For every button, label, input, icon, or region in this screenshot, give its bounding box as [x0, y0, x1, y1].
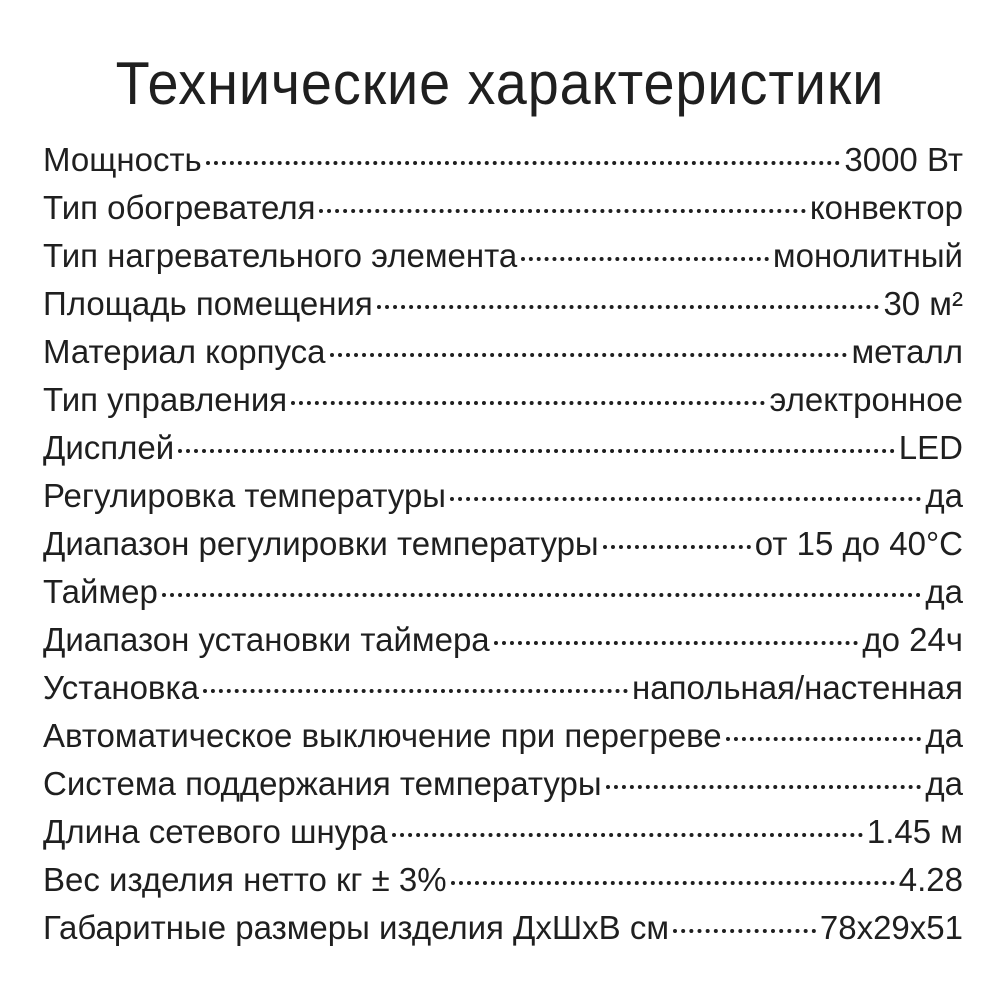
dot-leader	[451, 881, 895, 885]
dot-leader	[726, 737, 922, 741]
spec-value: от 15 до 40°С	[754, 525, 963, 562]
dot-leader	[377, 305, 880, 309]
spec-row	[43, 570, 963, 618]
spec-row	[43, 378, 963, 426]
dot-leader	[162, 593, 922, 597]
spec-row	[43, 474, 963, 522]
spec-value: конвектор	[809, 189, 963, 226]
spec-label: Длина сетевого шнура	[43, 813, 388, 850]
spec-label: Диапазон установки таймера	[43, 621, 490, 658]
spec-label: Установка	[43, 669, 199, 706]
spec-value: электронное	[769, 381, 963, 418]
dot-leader	[673, 929, 816, 933]
spec-row	[43, 858, 963, 906]
spec-label: Автоматическое выключение при перегреве	[43, 717, 722, 754]
dot-leader	[392, 833, 863, 837]
spec-value: да	[925, 573, 963, 610]
spec-label: Материал корпуса	[43, 333, 326, 370]
spec-value: 3000 Вт	[844, 141, 963, 178]
spec-value: до 24ч	[862, 621, 963, 658]
spec-label: Площадь помещения	[43, 285, 373, 322]
page-title: Технические характеристики	[115, 50, 885, 117]
spec-row	[43, 282, 963, 330]
spec-row	[43, 522, 963, 570]
spec-label: Тип обогревателя	[43, 189, 316, 226]
spec-row	[43, 330, 963, 378]
spec-label: Система поддержания температуры	[43, 765, 602, 802]
spec-value: LED	[898, 429, 963, 466]
spec-row	[43, 426, 963, 474]
spec-row	[43, 762, 963, 810]
dot-leader	[203, 689, 628, 693]
spec-row	[43, 234, 963, 282]
dot-leader	[603, 545, 751, 549]
dot-leader	[450, 497, 921, 501]
spec-list	[43, 138, 963, 954]
spec-label: Таймер	[43, 573, 158, 610]
spec-value: 1.45 м	[866, 813, 963, 850]
spec-row	[43, 618, 963, 666]
spec-value: 78x29x51	[819, 909, 963, 946]
dot-leader	[319, 209, 805, 213]
spec-row	[43, 186, 963, 234]
spec-row	[43, 666, 963, 714]
dot-leader	[494, 641, 859, 645]
spec-value: 4.28	[898, 861, 963, 898]
spec-value: да	[925, 477, 963, 514]
dot-leader	[178, 449, 895, 453]
dot-leader	[606, 785, 922, 789]
spec-label: Тип управления	[43, 381, 288, 418]
spec-value: да	[925, 717, 963, 754]
dot-leader	[521, 257, 769, 261]
spec-value: 30 м²	[883, 285, 963, 322]
spec-value: монолитный	[772, 237, 963, 274]
spec-value: металл	[851, 333, 963, 370]
spec-row	[43, 906, 963, 954]
spec-label: Дисплей	[43, 429, 175, 466]
spec-label: Регулировка температуры	[43, 477, 447, 514]
dot-leader	[291, 401, 765, 405]
spec-row	[43, 714, 963, 762]
spec-label: Вес изделия нетто кг ± 3%	[43, 861, 447, 898]
dot-leader	[330, 353, 848, 357]
spec-label: Диапазон регулировки температуры	[43, 525, 599, 562]
dot-leader	[206, 161, 841, 165]
spec-label: Мощность	[43, 141, 202, 178]
spec-label: Габаритные размеры изделия ДхШхВ см	[43, 909, 670, 946]
spec-row	[43, 138, 963, 186]
spec-row	[43, 810, 963, 858]
spec-label: Тип нагревательного элемента	[43, 237, 518, 274]
spec-value: да	[925, 765, 963, 802]
spec-value: напольная/настенная	[632, 669, 963, 706]
